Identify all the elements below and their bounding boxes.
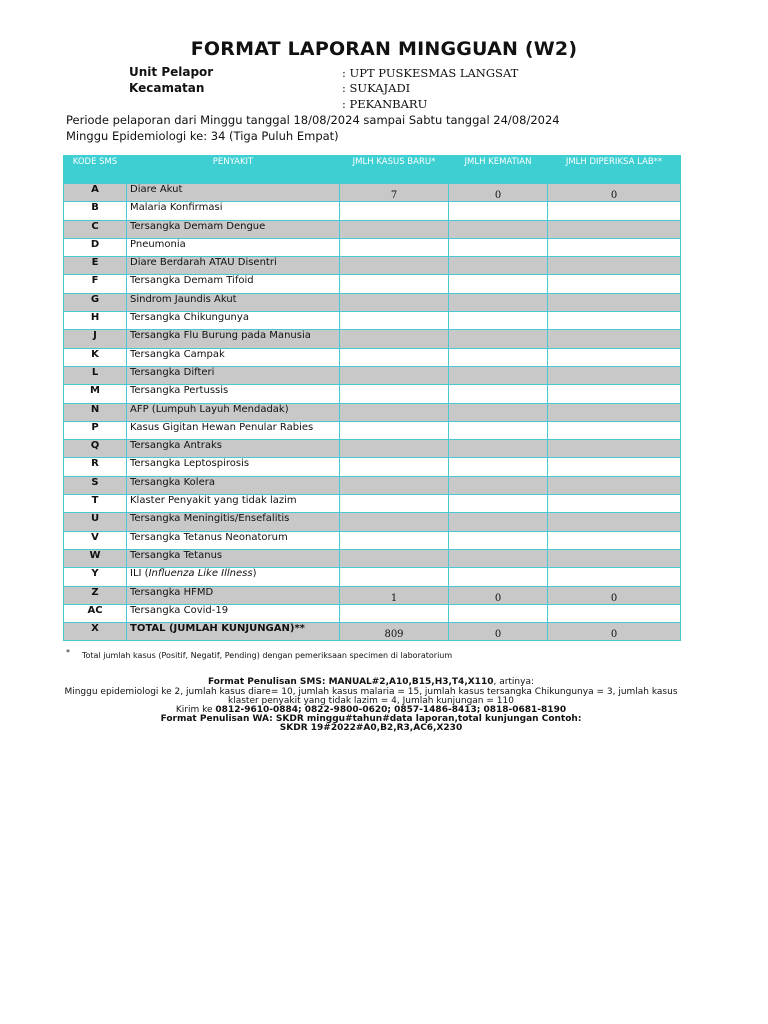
table-row	[64, 421, 681, 439]
table-row	[64, 549, 681, 567]
row-disease-name: Diare Akut	[127, 184, 340, 202]
table-row	[64, 403, 681, 421]
table-row	[64, 220, 681, 238]
row-diperiksa-lab	[548, 458, 681, 476]
row-kematian	[449, 476, 548, 494]
row-diperiksa-lab	[548, 531, 681, 549]
row-code: H	[64, 312, 127, 330]
sms-example-line-2: klaster penyakit yang tidak lazim = 4, Jumlah kunjungan = 110	[228, 696, 514, 706]
row-kasus-baru	[340, 330, 449, 348]
row-code: S	[64, 476, 127, 494]
col-header-kasus: JMLH KASUS BARU*	[340, 155, 449, 184]
row-kematian	[449, 495, 548, 513]
row-code: Z	[64, 586, 127, 604]
table-row	[64, 330, 681, 348]
row-kematian	[449, 293, 548, 311]
table-row	[64, 531, 681, 549]
row-diperiksa-lab	[548, 403, 681, 421]
row-code: G	[64, 293, 127, 311]
col-header-kematian: JMLH KEMATIAN	[449, 155, 548, 184]
table-row	[64, 202, 681, 220]
row-diperiksa-lab	[548, 257, 681, 275]
row-disease-name: Tersangka Demam Dengue	[127, 220, 340, 238]
row-disease-name: Pneumonia	[127, 238, 340, 256]
row-diperiksa-lab	[548, 604, 681, 622]
table-row	[64, 184, 681, 202]
row-kasus-baru	[340, 458, 449, 476]
kecamatan-value: : SUKAJADI	[342, 81, 411, 95]
row-diperiksa-lab	[548, 476, 681, 494]
kecamatan-label: Kecamatan	[129, 81, 205, 95]
row-kasus-baru	[340, 348, 449, 366]
row-kasus-baru: 7	[340, 184, 449, 202]
row-diperiksa-lab	[548, 220, 681, 238]
row-diperiksa-lab	[548, 366, 681, 384]
row-kasus-baru: 809	[340, 623, 449, 641]
row-kematian	[449, 366, 548, 384]
sms-format-line	[0, 677, 742, 687]
table-row	[64, 476, 681, 494]
row-kasus-baru	[340, 440, 449, 458]
row-kematian: 0	[449, 623, 548, 641]
table-row	[64, 238, 681, 256]
row-disease-name: Tersangka Pertussis	[127, 385, 340, 403]
report-title: FORMAT LAPORAN MINGGUAN (W2)	[190, 38, 578, 60]
row-disease-name: Tersangka Kolera	[127, 476, 340, 494]
row-kasus-baru	[340, 275, 449, 293]
footnote-star: *	[66, 648, 70, 657]
row-disease-name: Klaster Penyakit yang tidak lazim	[127, 495, 340, 513]
row-disease-name: Diare Berdarah ATAU Disentri	[127, 257, 340, 275]
table-row	[64, 458, 681, 476]
row-code: X	[64, 623, 127, 641]
row-kasus-baru	[340, 220, 449, 238]
row-kematian	[449, 202, 548, 220]
row-kasus-baru	[340, 312, 449, 330]
row-kematian	[449, 257, 548, 275]
row-kasus-baru	[340, 202, 449, 220]
row-code: T	[64, 495, 127, 513]
row-diperiksa-lab	[548, 385, 681, 403]
row-diperiksa-lab	[548, 440, 681, 458]
period-line: Periode pelaporan dari Minggu tanggal 18/08/2024 sampai Sabtu tanggal 24/08/2024	[66, 113, 560, 127]
epi-week-line: Minggu Epidemiologi ke: 34 (Tiga Puluh Empat)	[66, 129, 339, 143]
row-kematian	[449, 458, 548, 476]
row-kematian	[449, 549, 548, 567]
col-header-penyakit: PENYAKIT	[127, 155, 340, 184]
row-kematian: 0	[449, 586, 548, 604]
row-diperiksa-lab	[548, 495, 681, 513]
row-diperiksa-lab	[548, 513, 681, 531]
row-code: F	[64, 275, 127, 293]
unit-label: Unit Pelapor	[129, 65, 214, 79]
row-kasus-baru	[340, 366, 449, 384]
send-to-prefix: Kirim ke	[175, 705, 216, 715]
row-kasus-baru	[340, 549, 449, 567]
row-kasus-baru	[340, 604, 449, 622]
row-code: Y	[64, 568, 127, 586]
row-disease-name: Malaria Konfirmasi	[127, 202, 340, 220]
row-kematian	[449, 348, 548, 366]
col-header-lab: JMLH DIPERIKSA LAB**	[548, 155, 681, 184]
table-row	[64, 604, 681, 622]
row-kasus-baru	[340, 421, 449, 439]
sms-format-label: Format Penulisan SMS: MANUAL#2,A10,B15,H3,T4,X110	[207, 677, 494, 687]
wa-format-line: Format Penulisan WA: SKDR minggu#tahun#data laporan,total kunjungan Contoh:	[160, 714, 582, 724]
table-row	[64, 586, 681, 604]
row-code: M	[64, 385, 127, 403]
row-code: P	[64, 421, 127, 439]
row-disease-name: Tersangka Covid-19	[127, 604, 340, 622]
row-code: V	[64, 531, 127, 549]
row-disease-name: Sindrom Jaundis Akut	[127, 293, 340, 311]
row-code: W	[64, 549, 127, 567]
row-kematian: 0	[449, 184, 548, 202]
row-code: N	[64, 403, 127, 421]
row-code: A	[64, 184, 127, 202]
row-disease-name: Kasus Gigitan Hewan Penular Rabies	[127, 421, 340, 439]
row-diperiksa-lab	[548, 330, 681, 348]
row-kasus-baru: 1	[340, 586, 449, 604]
row-kasus-baru	[340, 568, 449, 586]
row-disease-name: Tersangka Campak	[127, 348, 340, 366]
row-code: C	[64, 220, 127, 238]
row-kasus-baru	[340, 513, 449, 531]
row-disease-name: Tersangka Demam Tifoid	[127, 275, 340, 293]
row-kematian	[449, 220, 548, 238]
row-code: D	[64, 238, 127, 256]
row-kasus-baru	[340, 385, 449, 403]
row-code: Q	[64, 440, 127, 458]
row-name-prefix: ILI (	[130, 568, 149, 580]
row-kematian	[449, 440, 548, 458]
row-name-italic: Influenza Like Illness	[148, 568, 253, 580]
row-kematian	[449, 312, 548, 330]
row-kematian	[449, 531, 548, 549]
row-kematian	[449, 403, 548, 421]
table-row	[64, 568, 681, 586]
row-disease-name: Tersangka Difteri	[127, 366, 340, 384]
send-to-numbers: 0812-9610-0884; 0822-9800-0620; 0857-1486-8413; 0818-0681-8190	[215, 705, 567, 715]
wa-format-example: SKDR 19#2022#A0,B2,R3,AC6,X230	[279, 723, 463, 733]
table-row	[64, 385, 681, 403]
row-diperiksa-lab	[548, 238, 681, 256]
row-kematian	[449, 421, 548, 439]
table-row	[64, 623, 681, 641]
row-kasus-baru	[340, 238, 449, 256]
table-row	[64, 275, 681, 293]
row-diperiksa-lab: 0	[548, 623, 681, 641]
sms-example-line-1: Minggu epidemiologi ke 2, jumlah kasus diare= 10, jumlah kasus malaria = 15, jumlah kasus tersangka Chikungunya = 3, jumlah kasus	[64, 687, 678, 697]
footnote	[66, 648, 453, 660]
row-code: J	[64, 330, 127, 348]
row-code: B	[64, 202, 127, 220]
row-kasus-baru	[340, 495, 449, 513]
row-disease-name: Tersangka Meningitis/Ensefalitis	[127, 513, 340, 531]
row-name-suffix: )	[252, 568, 257, 580]
row-code: K	[64, 348, 127, 366]
row-diperiksa-lab	[548, 568, 681, 586]
row-disease-name	[127, 568, 340, 586]
row-disease-name: Tersangka Flu Burung pada Manusia	[127, 330, 340, 348]
row-diperiksa-lab	[548, 421, 681, 439]
table-row	[64, 440, 681, 458]
table-row	[64, 495, 681, 513]
sms-format-suffix: , artinya:	[493, 677, 535, 687]
row-kematian	[449, 568, 548, 586]
row-disease-name: TOTAL (JUMLAH KUNJUNGAN)**	[127, 623, 340, 641]
report-table	[63, 155, 681, 641]
row-disease-name: Tersangka Tetanus	[127, 549, 340, 567]
row-disease-name: Tersangka Leptospirosis	[127, 458, 340, 476]
row-kasus-baru	[340, 476, 449, 494]
row-kematian	[449, 330, 548, 348]
row-kematian	[449, 604, 548, 622]
row-kasus-baru	[340, 403, 449, 421]
row-diperiksa-lab	[548, 293, 681, 311]
table-row	[64, 293, 681, 311]
row-disease-name: Tersangka Tetanus Neonatorum	[127, 531, 340, 549]
row-code: L	[64, 366, 127, 384]
table-row	[64, 257, 681, 275]
row-kematian	[449, 513, 548, 531]
footnote-text: Total jumlah kasus (Positif, Negatif, Pending) dengan pemeriksaan specimen di laboratorium	[82, 651, 453, 660]
row-code: E	[64, 257, 127, 275]
row-disease-name: Tersangka Antraks	[127, 440, 340, 458]
row-disease-name: Tersangka HFMD	[127, 586, 340, 604]
row-diperiksa-lab	[548, 275, 681, 293]
kota-value: : PEKANBARU	[342, 97, 428, 111]
table-row	[64, 348, 681, 366]
row-kematian	[449, 238, 548, 256]
row-diperiksa-lab: 0	[548, 586, 681, 604]
row-kasus-baru	[340, 257, 449, 275]
table-header-row	[64, 155, 681, 184]
col-header-kode: KODE SMS	[64, 155, 127, 184]
row-code: R	[64, 458, 127, 476]
table-row	[64, 366, 681, 384]
row-disease-name: AFP (Lumpuh Layuh Mendadak)	[127, 403, 340, 421]
unit-value: : UPT PUSKESMAS LANGSAT	[342, 66, 519, 80]
row-disease-name: Tersangka Chikungunya	[127, 312, 340, 330]
row-kematian	[449, 385, 548, 403]
row-diperiksa-lab	[548, 549, 681, 567]
row-kematian	[449, 275, 548, 293]
row-diperiksa-lab	[548, 312, 681, 330]
row-diperiksa-lab	[548, 202, 681, 220]
row-code: U	[64, 513, 127, 531]
row-kasus-baru	[340, 293, 449, 311]
row-kasus-baru	[340, 531, 449, 549]
row-diperiksa-lab: 0	[548, 184, 681, 202]
table-row	[64, 312, 681, 330]
row-diperiksa-lab	[548, 348, 681, 366]
table-row	[64, 513, 681, 531]
row-code: AC	[64, 604, 127, 622]
